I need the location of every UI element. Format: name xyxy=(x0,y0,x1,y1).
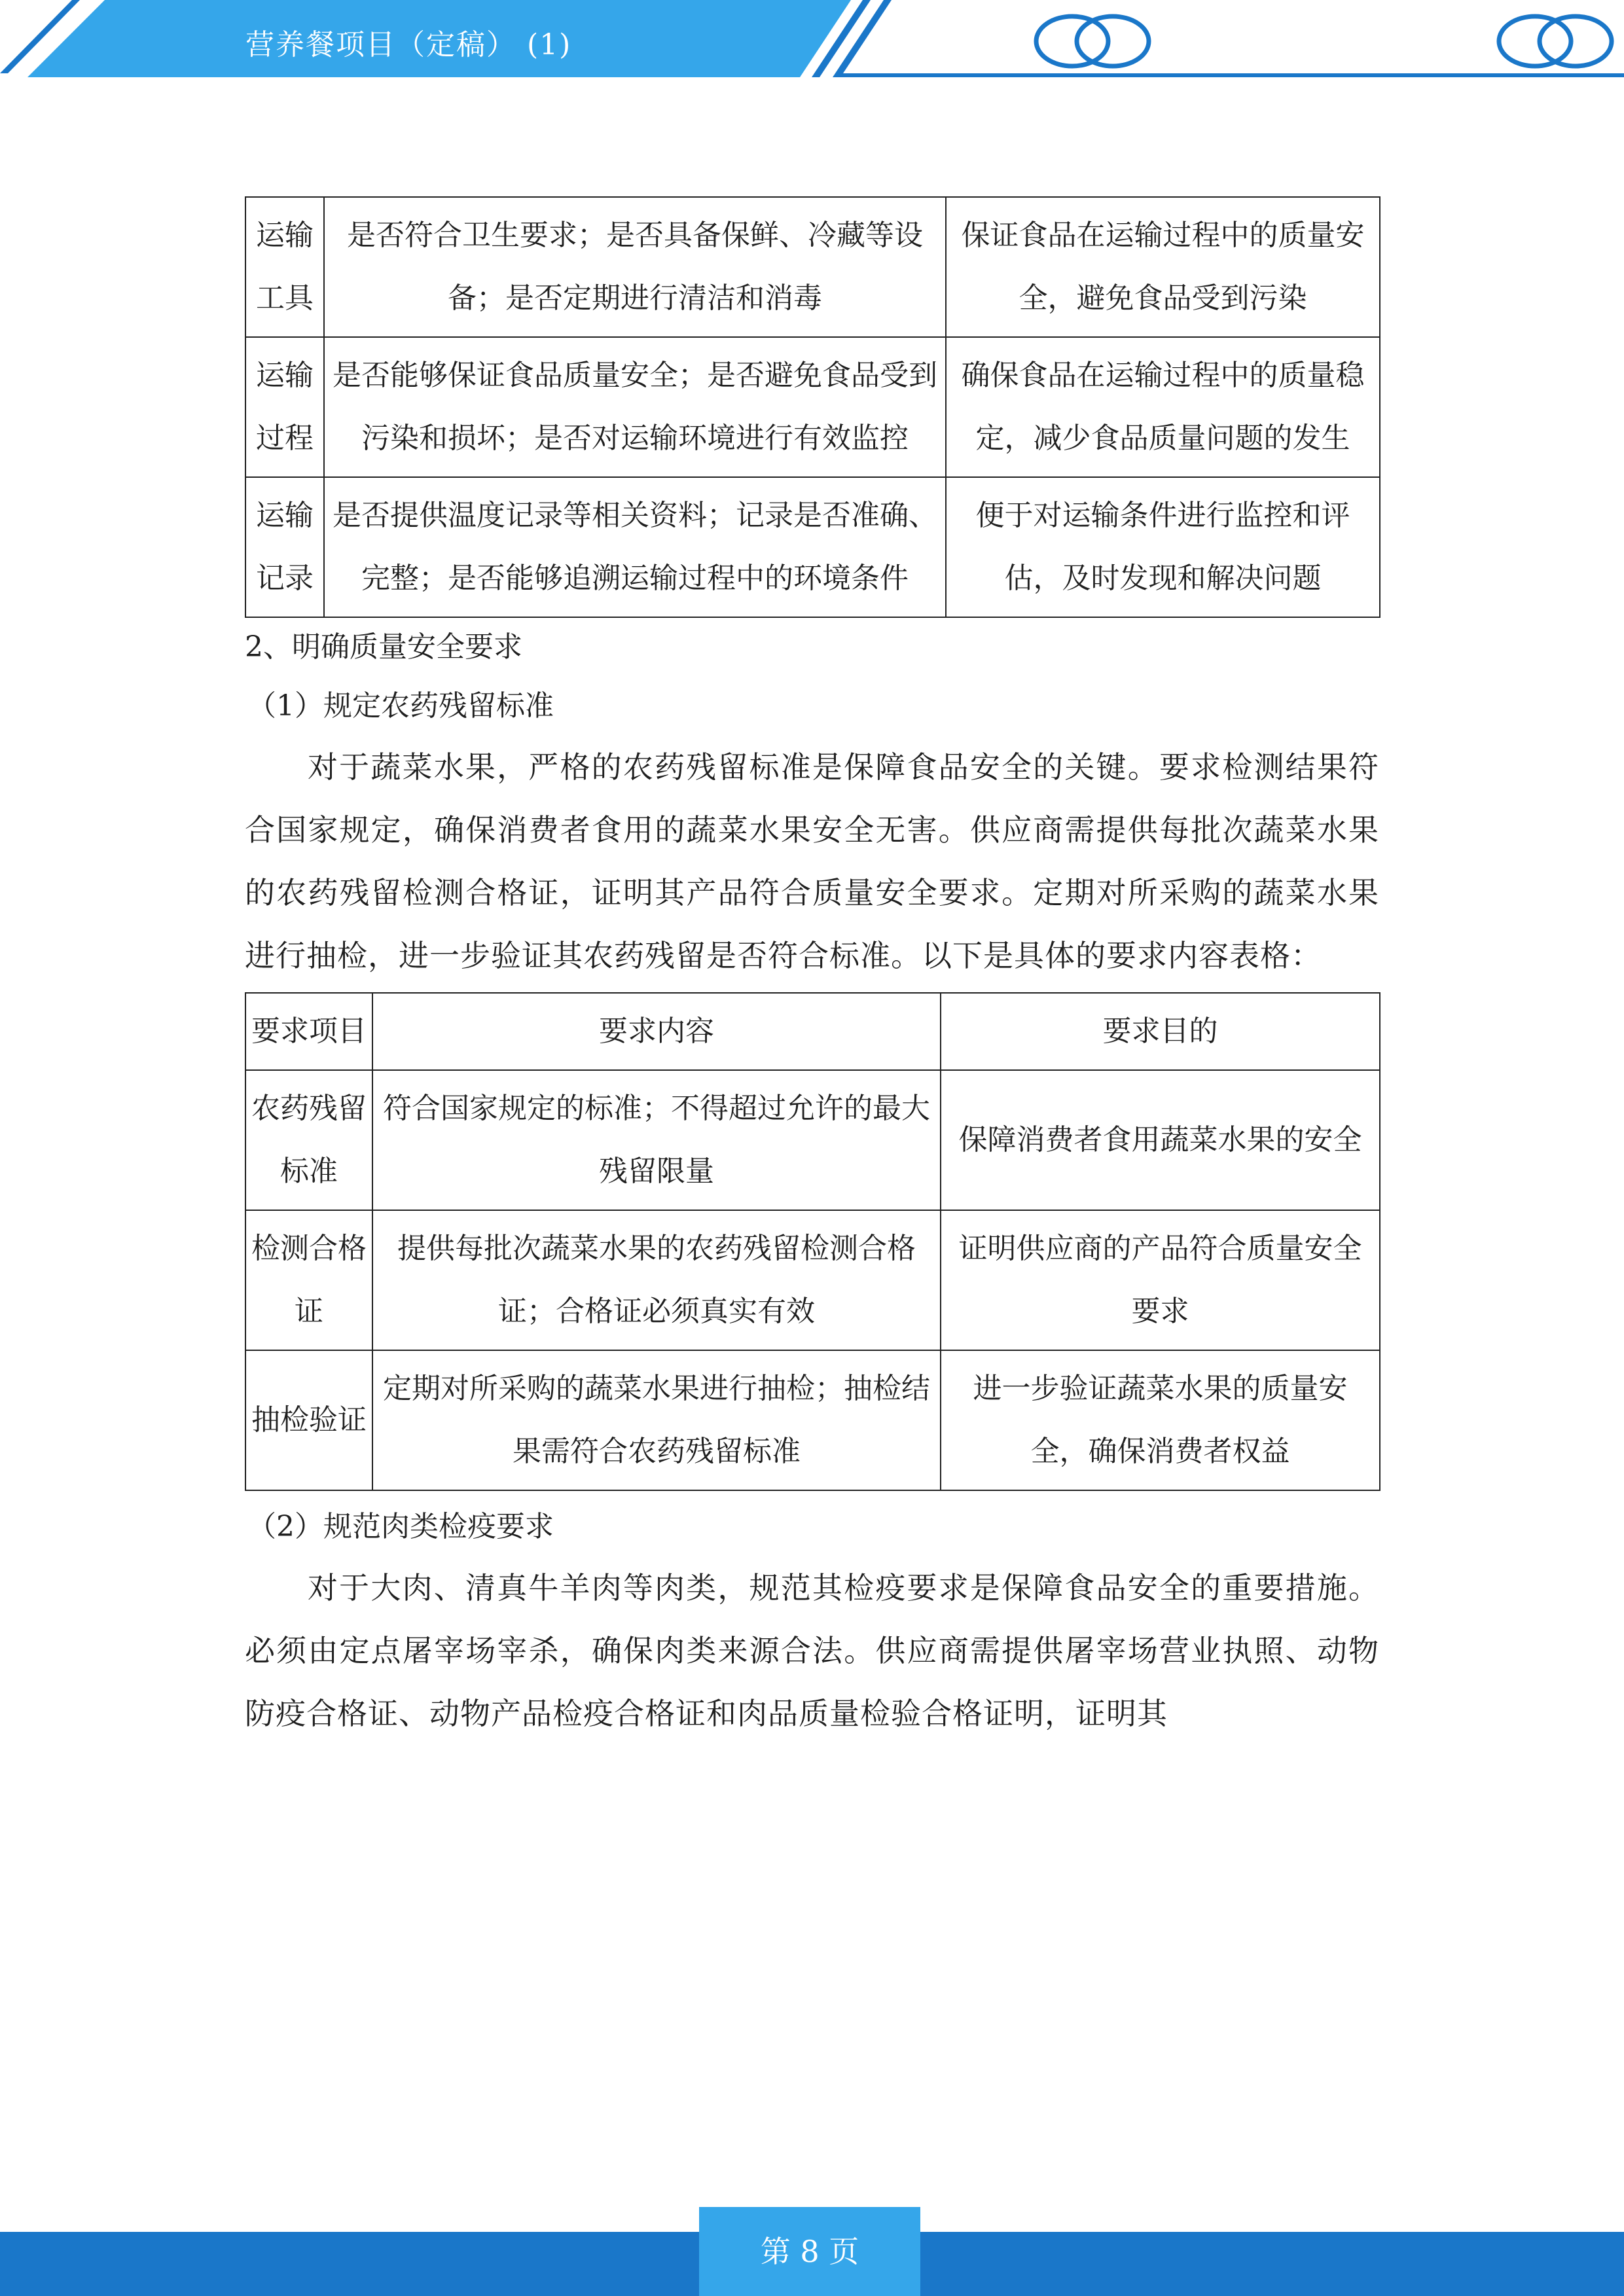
table-header-content: 要求内容 xyxy=(372,993,941,1070)
table-header-item: 要求项目 xyxy=(245,993,372,1070)
document-body xyxy=(245,196,1379,1745)
paragraph-pesticide: 对于蔬菜水果，严格的农药残留标准是保障食品安全的关键。要求检测结果符合国家规定，确保消费者食用的蔬菜水果安全无害。供应商需提供每批次蔬菜水果的农药残留检测合格证，证明其产品符合质量安全要求。定期对所采购的蔬菜水果进行抽检，进一步验证其农药残留是否符合标准。以下是具体的要求内容表格： xyxy=(245,749,1379,973)
subsection-heading-1: （1）规定农药残留标准 xyxy=(247,689,554,723)
double-ring-icon-2 xyxy=(1499,16,1612,66)
table-cell-content: 定期对所采购的蔬菜水果进行抽检；抽检结果需符合农药残留标准 xyxy=(372,1350,941,1490)
double-ring-icon xyxy=(1036,16,1149,66)
table-cell-item: 抽检验证 xyxy=(245,1350,372,1490)
table-row xyxy=(245,477,1380,617)
transport-table xyxy=(245,196,1380,618)
document-title: 营养餐项目（定稿） (1) xyxy=(245,28,572,62)
table-cell-content: 是否符合卫生要求；是否具备保鲜、冷藏等设备；是否定期进行清洁和消毒 xyxy=(324,197,946,337)
table-cell-purpose: 便于对运输条件进行监控和评估，及时发现和解决问题 xyxy=(946,477,1380,617)
table-cell-content: 是否提供温度记录等相关资料；记录是否准确、完整；是否能够追溯运输过程中的环境条件 xyxy=(324,477,946,617)
table-header-purpose: 要求目的 xyxy=(941,993,1380,1070)
page-number: 第 8 页 xyxy=(699,2207,920,2296)
table-cell-content: 是否能够保证食品质量安全；是否避免食品受到污染和损坏；是否对运输环境进行有效监控 xyxy=(324,337,946,477)
table-row xyxy=(245,337,1380,477)
table-row xyxy=(245,1350,1380,1490)
table-cell-purpose: 保障消费者食用蔬菜水果的安全 xyxy=(941,1070,1380,1210)
table-row xyxy=(245,1210,1380,1350)
page-header xyxy=(0,0,1624,85)
table-cell-purpose: 进一步验证蔬菜水果的质量安全，确保消费者权益 xyxy=(941,1350,1380,1490)
table-cell-purpose: 保证食品在运输过程中的质量安全，避免食品受到污染 xyxy=(946,197,1380,337)
table-cell-item: 检测合格证 xyxy=(245,1210,372,1350)
table-row xyxy=(245,197,1380,337)
table-header-row xyxy=(245,993,1380,1070)
table-row xyxy=(245,1070,1380,1210)
subsection-heading-2: （2）规范肉类检疫要求 xyxy=(247,1510,554,1543)
paragraph-meat: 对于大肉、清真牛羊肉等肉类，规范其检疫要求是保障食品安全的重要措施。必须由定点屠宰场宰杀，确保肉类来源合法。供应商需提供屠宰场营业执照、动物防疫合格证、动物产品检疫合格证和肉品质量检验合格证明，证明其 xyxy=(245,1570,1379,1731)
table-cell-item: 运输过程 xyxy=(245,337,324,477)
table-cell-purpose: 证明供应商的产品符合质量安全要求 xyxy=(941,1210,1380,1350)
table-cell-content: 符合国家规定的标准；不得超过允许的最大残留限量 xyxy=(372,1070,941,1210)
table-cell-item: 运输工具 xyxy=(245,197,324,337)
section-heading: 2、明确质量安全要求 xyxy=(245,630,522,664)
table-cell-item: 运输记录 xyxy=(245,477,324,617)
table-cell-item: 农药残留标准 xyxy=(245,1070,372,1210)
table-cell-content: 提供每批次蔬菜水果的农药残留检测合格证；合格证必须真实有效 xyxy=(372,1210,941,1350)
pesticide-table xyxy=(245,992,1380,1491)
table-cell-purpose: 确保食品在运输过程中的质量稳定，减少食品质量问题的发生 xyxy=(946,337,1380,477)
header-graphic xyxy=(0,0,1624,85)
